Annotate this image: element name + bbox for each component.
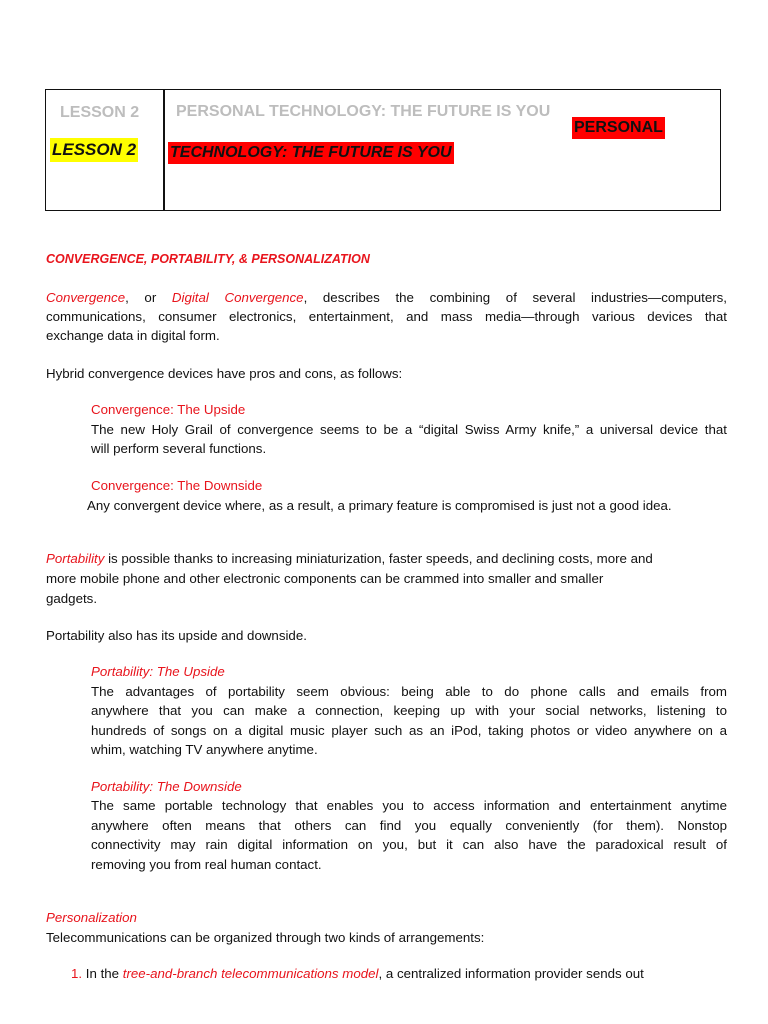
portability-line-2: more mobile phone and other electronic components can be crammed into smaller and smaller: [46, 571, 604, 586]
portability-line-1-rest: is possible thanks to increasing miniaturization, faster speeds, and declining costs, more and: [104, 551, 653, 566]
portability-upside-line-4: whim, watching TV anywhere anytime.: [91, 742, 318, 757]
ghost-lesson-label: LESSON 2: [60, 104, 140, 121]
convergence-downside-heading: Convergence: The Downside: [91, 478, 263, 493]
convergence-upside-line-2: will perform several functions.: [91, 441, 267, 456]
lesson-header-table: [45, 89, 721, 211]
portability-downside-line-2: anywhere often means that others can find you equally conveniently (for them). Nonstop: [91, 818, 727, 833]
personalization-intro: Telecommunications can be organized through two kinds of arrangements:: [46, 930, 485, 945]
convergence-line-2: communications, consumer electronics, entertainment, and mass media—through various devices that: [46, 309, 727, 324]
hybrid-intro: Hybrid convergence devices have pros and cons, as follows:: [46, 366, 403, 381]
portability-intro: Portability also has its upside and downside.: [46, 628, 307, 643]
convergence-upside-heading: Convergence: The Upside: [91, 402, 246, 417]
portability-downside-line-3: connectivity may rain digital information on you, but it can also have the paradoxical result of: [91, 837, 727, 852]
personalization-heading: Personalization: [46, 910, 137, 925]
list-item-1: [71, 964, 727, 984]
portability-line-3: gadgets.: [46, 591, 98, 606]
convergence-line-1-rest: , describes the combining of several industries—computers,: [303, 290, 728, 305]
portability-downside-line-1: The same portable technology that enables you to access information and entertainment anytime: [91, 798, 727, 813]
convergence-line-1: [46, 288, 727, 308]
tree-and-branch-term: tree-and-branch telecommunications model: [122, 966, 379, 981]
portability-downside-line-4: removing you from real human contact.: [91, 857, 322, 872]
list-item-1-pre: In the: [82, 966, 123, 981]
portability-upside-heading: Portability: The Upside: [91, 664, 225, 679]
convergence-term: Convergence: [46, 290, 126, 305]
convergence-upside-line-1: The new Holy Grail of convergence seems to be a “digital Swiss Army knife,” a universal device that: [91, 422, 727, 437]
section-heading: CONVERGENCE, PORTABILITY, & PERSONALIZATION: [46, 252, 370, 266]
convergence-downside-line-1: Any convergent device where, as a result, a primary feature is compromised is just not a good idea.: [87, 498, 672, 513]
ghost-lesson-title: PERSONAL TECHNOLOGY: THE FUTURE IS YOU: [176, 103, 551, 120]
lesson-title-part1: PERSONAL: [572, 117, 665, 139]
lesson-title-part2: TECHNOLOGY: THE FUTURE IS YOU: [168, 142, 454, 164]
portability-downside-heading: Portability: The Downside: [91, 779, 242, 794]
portability-upside-line-3: hundreds of songs on a digital music player such as an iPod, taking photos or video anywhere on a: [91, 723, 727, 738]
portability-term: Portability: [46, 551, 105, 566]
lesson-label: LESSON 2: [50, 138, 138, 162]
list-item-1-rest: , a centralized information provider sends out: [378, 966, 644, 981]
convergence-line-3: exchange data in digital form.: [46, 328, 220, 343]
list-item-1-number: 1.: [71, 966, 83, 981]
portability-line-1: [46, 549, 727, 569]
convergence-connector: , or: [125, 290, 172, 305]
header-column-divider: [163, 90, 165, 210]
digital-convergence-term: Digital Convergence: [171, 290, 304, 305]
portability-upside-line-1: The advantages of portability seem obvious: being able to do phone calls and emails from: [91, 684, 727, 699]
portability-upside-line-2: anywhere that you can make a connection, keeping up with your social networks, listening to: [91, 703, 727, 718]
